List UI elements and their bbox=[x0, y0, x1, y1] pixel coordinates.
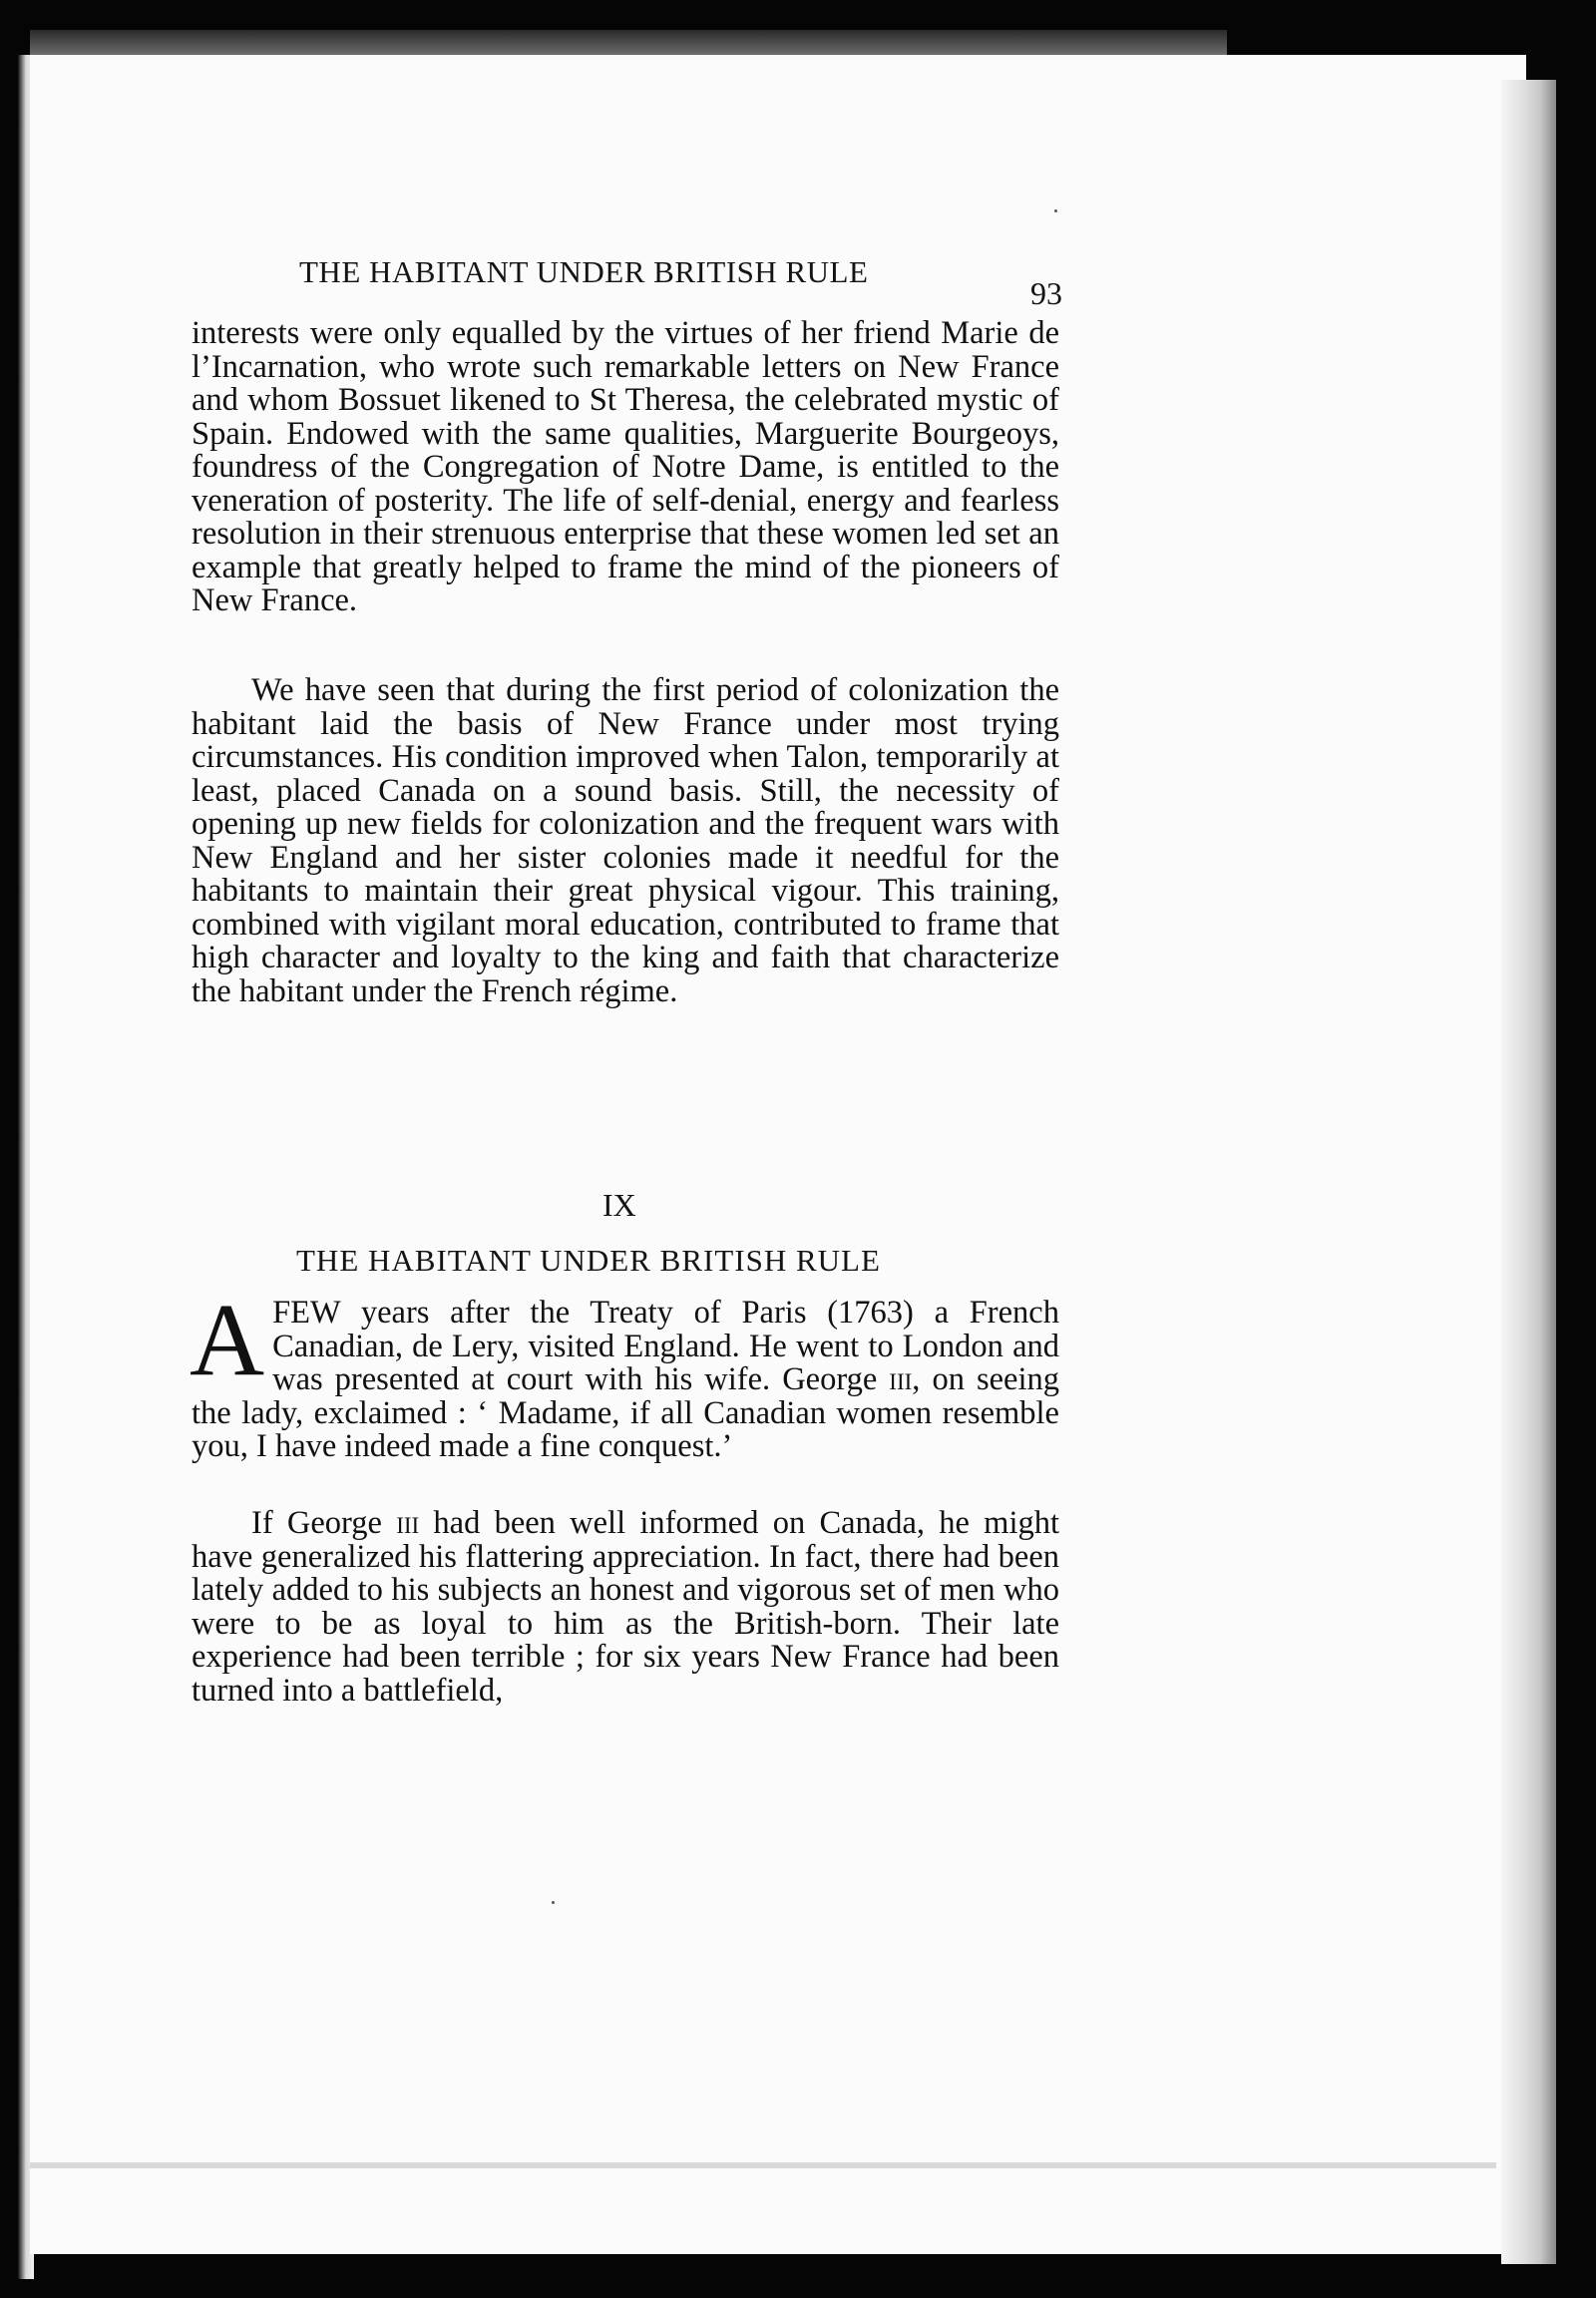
paragraph-colonization bbox=[192, 674, 1059, 1008]
chapter-title: THE HABITANT UNDER BRITISH RULE bbox=[296, 1243, 881, 1278]
page-fore-edge bbox=[1501, 80, 1556, 2264]
page-bottom-shadow bbox=[30, 2162, 1496, 2168]
paragraph-text bbox=[192, 1507, 1059, 1708]
drop-cap: A bbox=[190, 1283, 265, 1397]
roman-numeral: iii bbox=[889, 1361, 913, 1397]
text-run: FEW years after the Treaty of Paris (1763) a French Canadian, de Lery, visited England. He went to London and was presented at court with his wife. George bbox=[272, 1295, 1059, 1397]
running-head: THE HABITANT UNDER BRITISH RULE bbox=[299, 254, 869, 289]
paragraph-text: We have seen that during the first period of colonization the habitant laid the basis of New France under most trying circumstances. His condition improved when Talon, temporarily at least, placed Canada on a sound basis. Still, the necessity of opening up new fields for colonization and the frequent wars with New England and her sister colonies made it needful for the habitants to maintain their great physical vigour. This training, combined with vigilant moral education, contributed to frame that high character and loyalty to the king and faith that characterize the habitant under the French régime. bbox=[192, 672, 1059, 1009]
chapter-opening-paragraph bbox=[190, 1283, 1059, 1464]
paragraph-text bbox=[190, 1283, 1059, 1464]
chapter-number: IX bbox=[602, 1187, 636, 1223]
paragraph-continued bbox=[192, 317, 1059, 618]
text-run: had been well informed on Canada, he might have generalized his flattering appreciation. In fact, there had been lately added to his subjects an honest and vigorous set of men who were to be as loyal to him as the British-born. Their late experience had been terrible ; for six years New France had been turned into a battlefield, bbox=[192, 1505, 1060, 1709]
paragraph-text: interests were only equalled by the virtues of her friend Marie de l’Incarnation, who wrote such remarkable letters on New France and whom Bossuet likened to St Theresa, the celebrated mystic of Spain. Endowed with the same qualities, Marguerite Bourgeoys, foundress of the Congregation of Notre Dame, is entitled to the veneration of posterity. The life of self-denial, energy and fearless resolution in their strenuous enterprise that these women led set an example that greatly helped to frame the mind of the pioneers of New France. bbox=[192, 315, 1059, 618]
paragraph-george-iii bbox=[192, 1507, 1059, 1708]
text-run: , on seeing the lady, exclaimed : ‘ Madame, if all Canadian women resemble you, I have indeed made a fine conquest.’ bbox=[192, 1361, 1059, 1464]
page-number: 93 bbox=[1030, 275, 1062, 311]
roman-numeral: iii bbox=[396, 1505, 420, 1541]
speck bbox=[1054, 209, 1057, 212]
speck bbox=[552, 1901, 555, 1904]
text-run: If George bbox=[251, 1505, 397, 1541]
